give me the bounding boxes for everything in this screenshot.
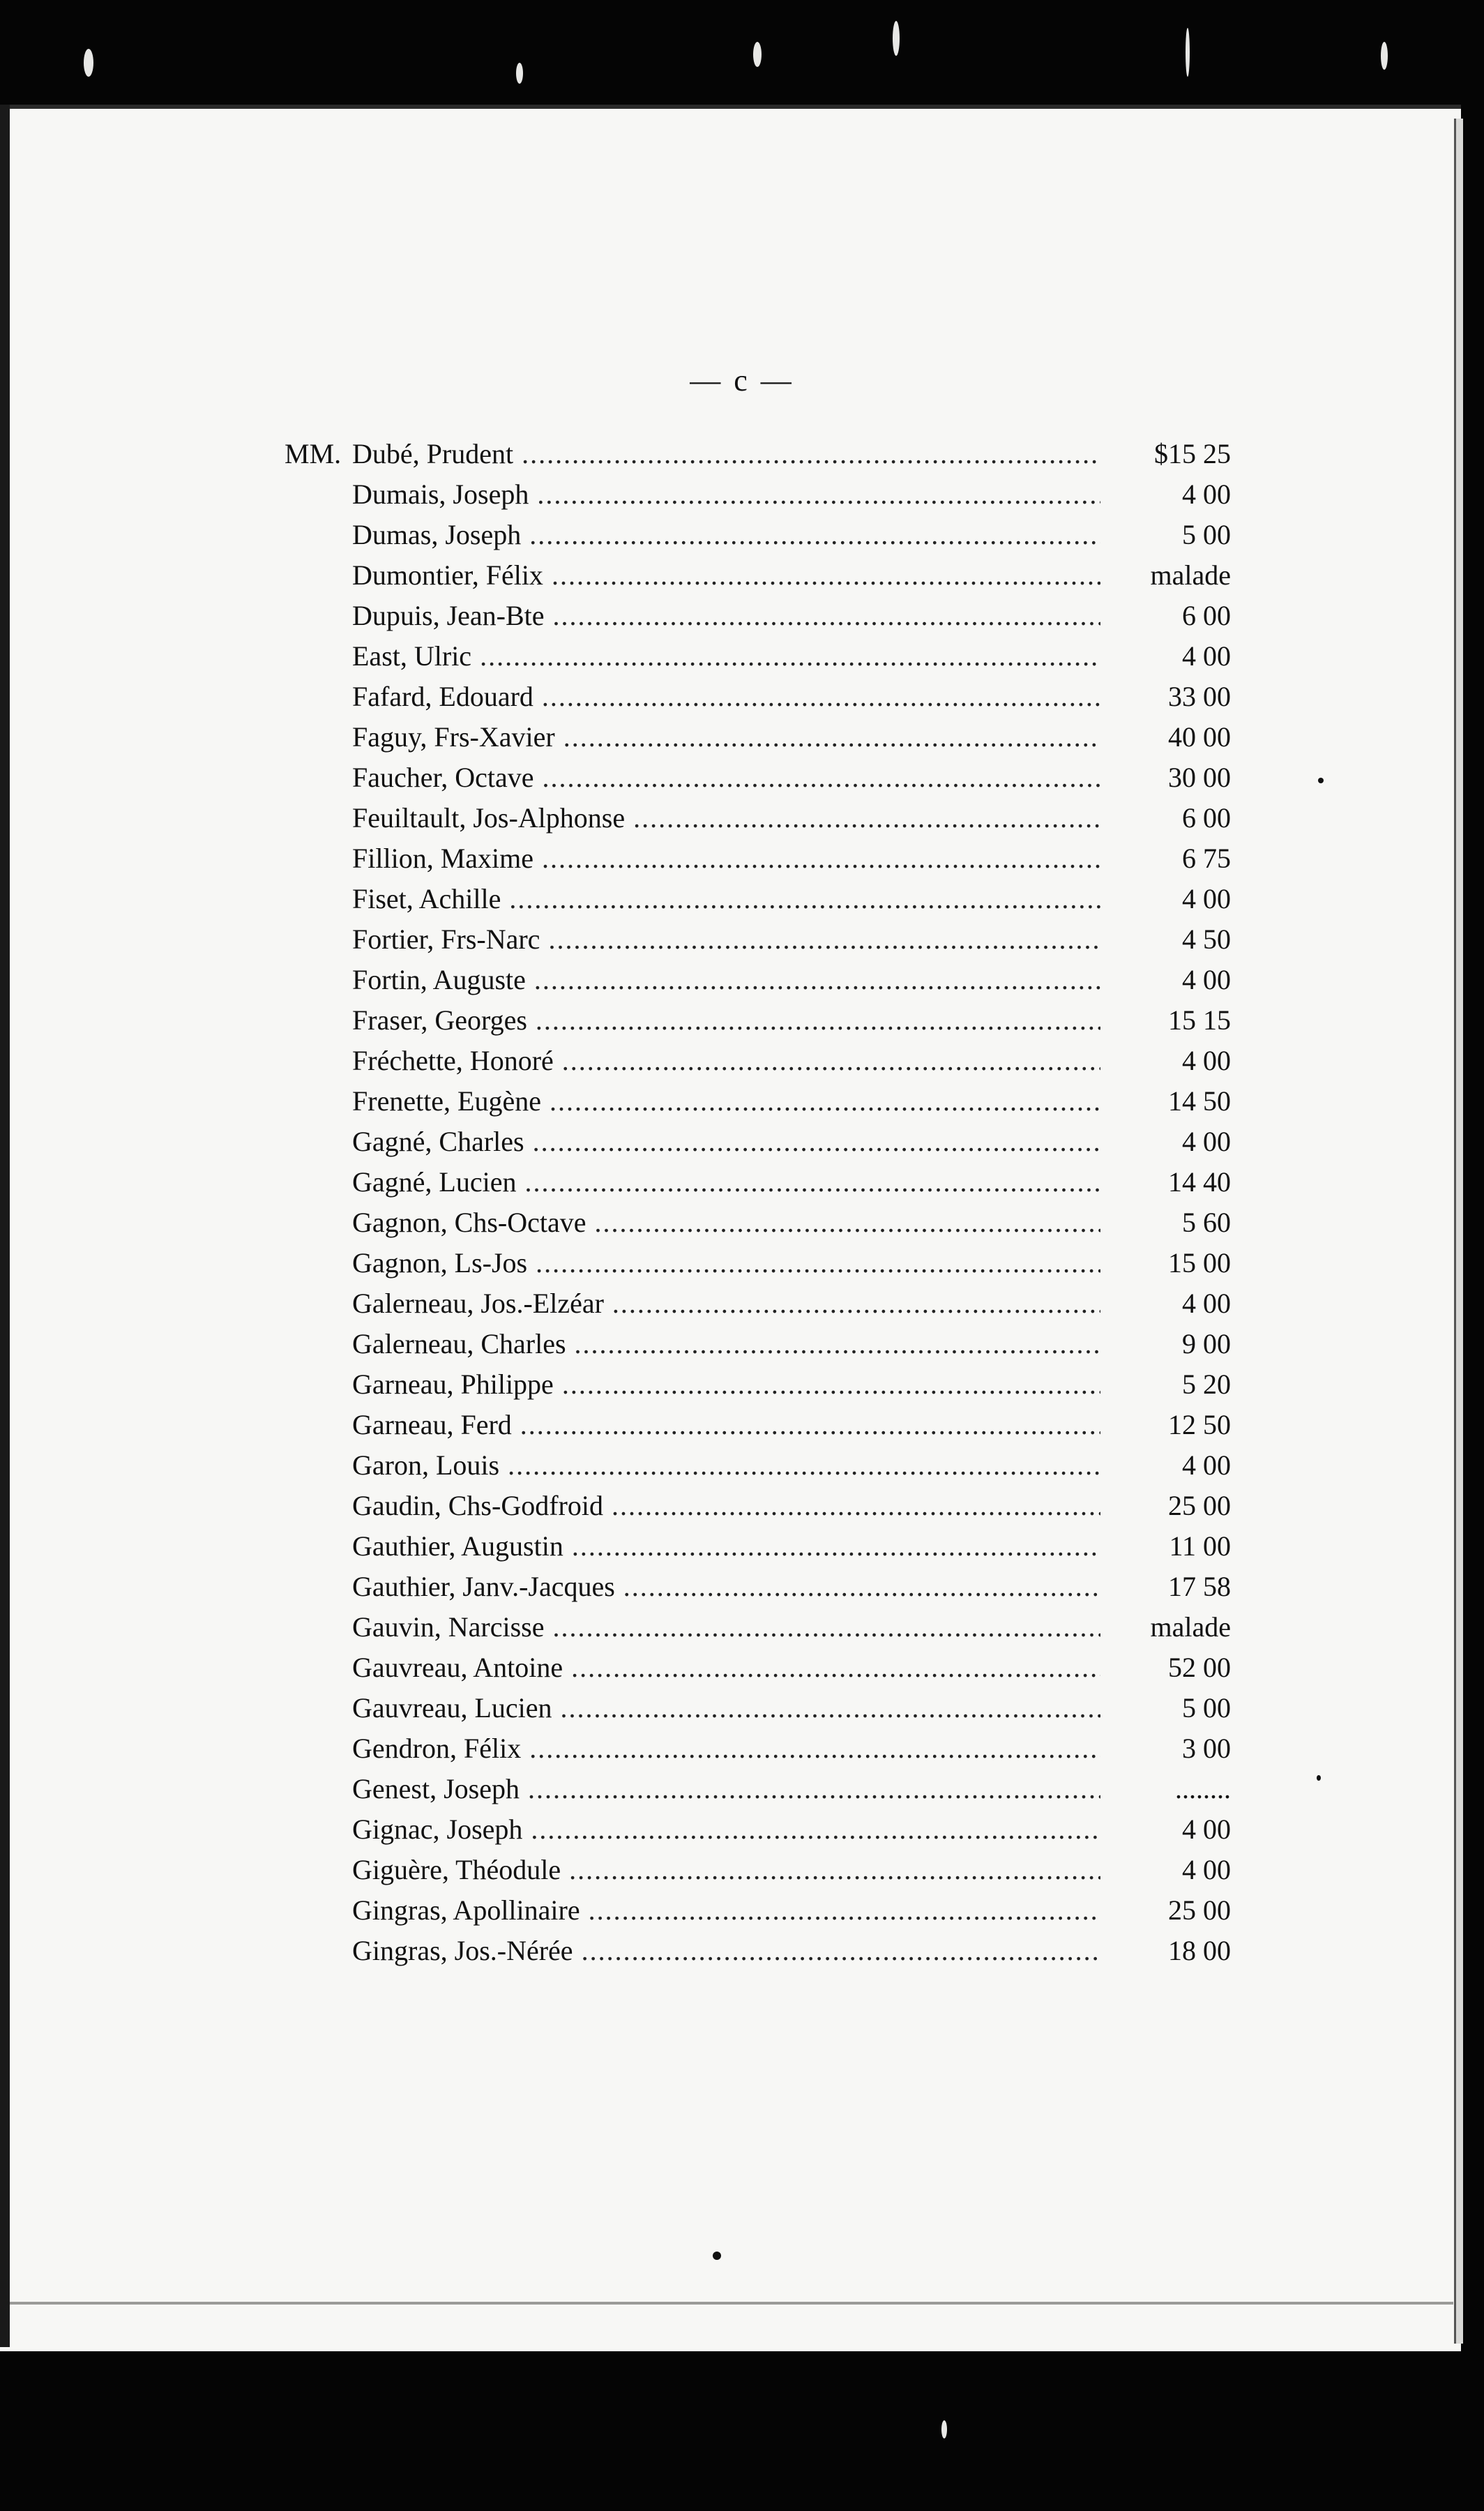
- entry-amount: 4 00: [1182, 1126, 1231, 1157]
- entry-name: Gingras, Jos.-Nérée .....: [352, 1931, 1100, 1971]
- entry-amount: 14 50: [1168, 1085, 1231, 1117]
- scan-speck: [893, 21, 900, 56]
- entry-name: Gagnon, Ls-Jos .....: [352, 1243, 1100, 1283]
- list-item: [0, 1041, 1484, 1081]
- entry-amount: 15 00: [1168, 1247, 1231, 1279]
- entry-amount: 5 00: [1182, 519, 1231, 550]
- list-item: [0, 636, 1484, 677]
- entry-amount: 4 00: [1182, 883, 1231, 914]
- entry-name: Fréchette, Honoré .....: [352, 1041, 1100, 1081]
- ink-dot: [713, 2252, 721, 2260]
- list-item: [0, 1890, 1484, 1931]
- entry-name: Garneau, Ferd .....: [352, 1405, 1100, 1445]
- list-item: [0, 919, 1484, 960]
- entry-name: Dumas, Joseph .....: [352, 515, 1100, 555]
- list-item: [0, 677, 1484, 717]
- entry-name: Dupuis, Jean-Bte .....: [352, 596, 1100, 636]
- entry-name: Faucher, Octave .....: [352, 757, 1100, 798]
- entry-amount: 6 00: [1182, 600, 1231, 631]
- entry-amount: malade: [1150, 1611, 1231, 1643]
- entry-amount: 4 00: [1182, 640, 1231, 672]
- entry-amount: 5 20: [1182, 1368, 1231, 1400]
- scan-speck: [1381, 42, 1388, 70]
- entry-amount: 25 00: [1168, 1490, 1231, 1521]
- list-item: [0, 1405, 1484, 1445]
- entry-name: Gauvreau, Antoine .....: [352, 1647, 1100, 1688]
- entry-amount: 12 50: [1168, 1409, 1231, 1440]
- entry-amount: 4 00: [1182, 1854, 1231, 1885]
- list-item: [0, 1688, 1484, 1728]
- list-item: [0, 1122, 1484, 1162]
- entry-name: Galerneau, Jos.-Elzéar .....: [352, 1283, 1100, 1324]
- entry-amount: 4 00: [1182, 1449, 1231, 1481]
- entry-name: Fiset, Achille .....: [352, 879, 1100, 919]
- list-item: [0, 838, 1484, 879]
- entry-amount: 17 58: [1168, 1571, 1231, 1602]
- list-item: [0, 798, 1484, 838]
- list-item: [0, 1526, 1484, 1567]
- list-item: [0, 1728, 1484, 1769]
- entry-amount: malade: [1150, 559, 1231, 591]
- entry-amount: 52 00: [1168, 1652, 1231, 1683]
- list-item: [0, 434, 1484, 474]
- entry-name: Gauvin, Narcisse .....: [352, 1607, 1100, 1647]
- entry-name: Fortin, Auguste .....: [352, 960, 1100, 1000]
- scan-speck: [941, 2420, 947, 2438]
- entry-amount: 4 00: [1182, 1045, 1231, 1076]
- list-item: [0, 474, 1484, 515]
- entry-amount: 3 00: [1182, 1733, 1231, 1764]
- entry-amount: 6 00: [1182, 802, 1231, 834]
- entry-name: Fraser, Georges .....: [352, 1000, 1100, 1041]
- list-item: [0, 1364, 1484, 1405]
- entry-name: Gingras, Apollinaire .....: [352, 1890, 1100, 1931]
- entry-name: Feuiltault, Jos-Alphonse .....: [352, 798, 1100, 838]
- list-item: [0, 1162, 1484, 1202]
- entry-name: Gagné, Charles .....: [352, 1122, 1100, 1162]
- entry-name: Gauthier, Janv.-Jacques .....: [352, 1567, 1100, 1607]
- entry-name: Galerneau, Charles .....: [352, 1324, 1100, 1364]
- entry-name: East, Ulric .....: [352, 636, 1100, 677]
- entry-amount: 30 00: [1168, 762, 1231, 793]
- entry-amount: 40 00: [1168, 721, 1231, 753]
- entry-amount: 5 00: [1182, 1692, 1231, 1724]
- entry-amount: 5 60: [1182, 1207, 1231, 1238]
- entry-amount: 9 00: [1182, 1328, 1231, 1359]
- entry-name: Fortier, Frs-Narc .....: [352, 919, 1100, 960]
- list-item: [0, 1081, 1484, 1122]
- list-item: [0, 757, 1484, 798]
- scan-speck: [1186, 28, 1190, 77]
- entry-name: Fafard, Edouard .....: [352, 677, 1100, 717]
- entry-amount: 4 00: [1182, 1288, 1231, 1319]
- entry-name: Gagnon, Chs-Octave .....: [352, 1202, 1100, 1243]
- entry-name: Frenette, Eugène .....: [352, 1081, 1100, 1122]
- entry-amount: 11 00: [1169, 1530, 1231, 1562]
- list-item: [0, 515, 1484, 555]
- list-item: [0, 1000, 1484, 1041]
- list-item: [0, 1324, 1484, 1364]
- entry-amount: 4 00: [1182, 1814, 1231, 1845]
- list-item: [0, 555, 1484, 596]
- entry-name: Gignac, Joseph .....: [352, 1809, 1100, 1850]
- entry-amount: ........: [1175, 1773, 1231, 1804]
- page-fold-line: [10, 2302, 1453, 2305]
- entry-amount: 6 75: [1182, 843, 1231, 874]
- page-marker: — c —: [690, 363, 794, 398]
- entry-name: Dubé, Prudent .....: [352, 434, 1100, 474]
- subscription-list: [0, 434, 1484, 1971]
- entry-name: Dumais, Joseph .....: [352, 474, 1100, 515]
- scan-speck: [516, 63, 523, 84]
- list-item: [0, 1850, 1484, 1890]
- list-item: [0, 1486, 1484, 1526]
- list-item: [0, 1567, 1484, 1607]
- entry-name: Gauvreau, Lucien .....: [352, 1688, 1100, 1728]
- list-item: [0, 717, 1484, 757]
- list-item: [0, 1283, 1484, 1324]
- entry-name: Giguère, Théodule .....: [352, 1850, 1100, 1890]
- entry-name: Garneau, Philippe .....: [352, 1364, 1100, 1405]
- entry-name: Gauthier, Augustin .....: [352, 1526, 1100, 1567]
- scan-speck: [84, 49, 93, 77]
- list-item: [0, 1243, 1484, 1283]
- entry-amount: 15 15: [1168, 1004, 1231, 1036]
- entry-name: Gendron, Félix .....: [352, 1728, 1100, 1769]
- list-item: [0, 1809, 1484, 1850]
- entry-amount: 14 40: [1168, 1166, 1231, 1198]
- list-item: [0, 1202, 1484, 1243]
- list-item: [0, 960, 1484, 1000]
- scan-speck: [753, 42, 762, 67]
- entry-name: Genest, Joseph .....: [352, 1769, 1100, 1809]
- list-item: [0, 596, 1484, 636]
- list-item: [0, 1647, 1484, 1688]
- list-item: [0, 1931, 1484, 1971]
- list-item: [0, 1769, 1484, 1809]
- entry-amount: 4 00: [1182, 478, 1231, 510]
- entry-amount: $15 25: [1154, 438, 1231, 469]
- entry-name: Gaudin, Chs-Godfroid .....: [352, 1486, 1100, 1526]
- entry-name: Faguy, Frs-Xavier .....: [352, 717, 1100, 757]
- list-item: [0, 1445, 1484, 1486]
- entry-name: Garon, Louis .....: [352, 1445, 1100, 1486]
- entry-amount: 4 50: [1182, 923, 1231, 955]
- entry-amount: 4 00: [1182, 964, 1231, 995]
- entry-name: Fillion, Maxime .....: [352, 838, 1100, 879]
- entry-name: Dumontier, Félix .....: [352, 555, 1100, 596]
- honorific-prefix: MM.: [285, 438, 342, 469]
- entry-amount: 33 00: [1168, 681, 1231, 712]
- entry-amount: 18 00: [1168, 1935, 1231, 1966]
- list-item: [0, 1607, 1484, 1647]
- list-item: [0, 879, 1484, 919]
- entry-amount: 25 00: [1168, 1894, 1231, 1926]
- entry-name: Gagné, Lucien .....: [352, 1162, 1100, 1202]
